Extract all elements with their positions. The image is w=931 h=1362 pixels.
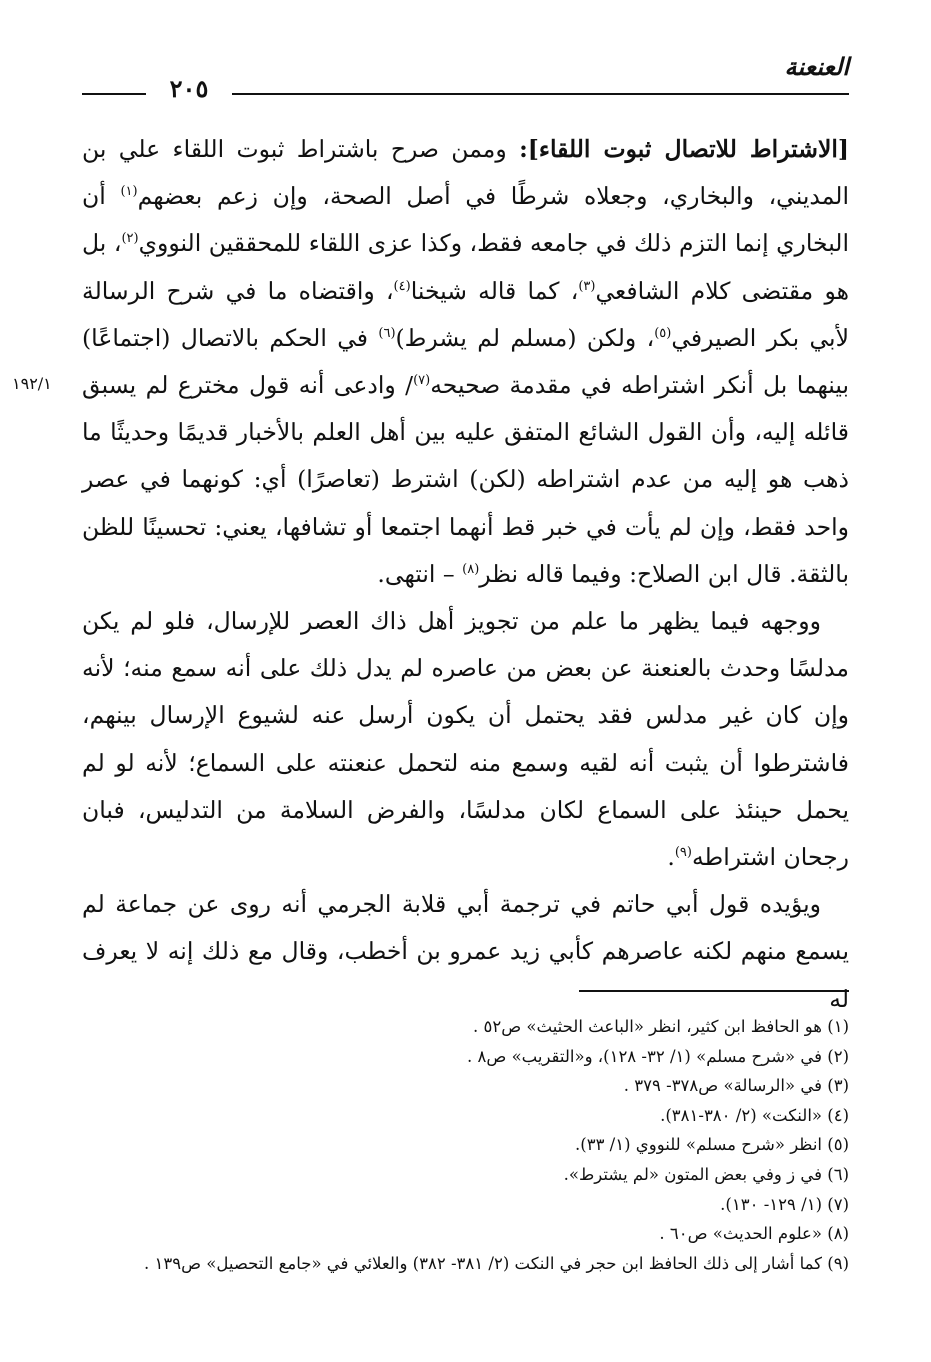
- text-run: في الحكم بالاتصال (اجتماعًا) بينهما بل أنكر اشتراطه في مقدمة صحيحه: [82, 323, 850, 400]
- header-rule: [232, 93, 849, 95]
- footnote: (٣) في «الرسالة» ص٣٧٨- ٣٧٩ .: [623, 1076, 849, 1096]
- text-run: أن البخاري إنما التزم ذلك في جامعه فقط، وكذا عزى اللقاء للمحققين النووي: [82, 182, 849, 258]
- footnote-ref[interactable]: (١): [120, 184, 138, 200]
- text-run: ووجهه فيما يظهر ما علم من تجويز أهل ذاك العصر للإرسال، فلو لم يكن مدلسًا وحدث بالعنعنة عن بعض من عاصره لم يدل ذلك على أنه سمع منه؛ لأنه وإن كان غير مدلس فقد يحتمل أن يكون أرسل عنه لشيوع الإرسال بينهم، فاشترطوا أن يثبت أنه لقيه وسمع منه لتحمل عنعنته على السماع؛ لأنه لو لم يحمل حينئذ على السماع لكان مدلسًا، والفرض السلامة من التدليس، فبان رجحان اشتراطه: [82, 607, 849, 872]
- footnote-ref[interactable]: (٦): [378, 325, 396, 341]
- main-text: [82, 126, 849, 1023]
- footnote: (٥) انظر «شرح مسلم» للنووي (١/ ٣٣).: [575, 1135, 849, 1155]
- footnote-ref[interactable]: (٢): [121, 231, 139, 247]
- footnote: (٦) في ز وفي بعض المتون «لم يشترط».: [563, 1164, 849, 1184]
- footnote: (٨) «علوم الحديث» ص٦٠ .: [659, 1224, 849, 1244]
- paragraph: [82, 126, 849, 598]
- running-header-title: العنعنة: [784, 52, 849, 81]
- paragraph: [82, 881, 849, 1023]
- margin-manuscript-ref: ١٩٢/١: [12, 374, 52, 393]
- text-run: ، واقتضاه ما في شرح الرسالة لأبي بكر الصيرفي: [82, 276, 849, 352]
- footnote-ref[interactable]: (٥): [654, 325, 672, 341]
- section-heading: [الاشتراط للاتصال ثبوت اللقاء]:: [519, 135, 849, 163]
- text-run: / وادعى أنه قول مخترع لم يسبق قائله إليه، وأن القول الشائع المتفق عليه بين أهل العلم بالأخبار قديمًا وحديثًا ما ذهب هو إليه من عدم اشتراطه (لكن) اشترط (تعاصرًا) أي: كونهما في عصر واحد فقط، وإن لم يأت في خبر قط أنهما اجتمعا أو تشافها، يعني: تحسينًا للظن بالثقة. قال ابن الصلاح: وفيما قاله نظر: [82, 371, 849, 588]
- page-number: ٢٠٥: [169, 74, 209, 103]
- footnote-ref[interactable]: (٤): [393, 278, 411, 294]
- footnote: (٢) في «شرح مسلم» (١/ ٣٢- ١٢٨)، و«التقريب» ص٨ .: [467, 1046, 849, 1066]
- text-run: – انتهى.: [377, 559, 463, 588]
- text-run: ، كما قاله شيخنا: [410, 276, 579, 305]
- header-rule-short: [82, 93, 146, 95]
- paragraph: [82, 598, 849, 881]
- text-run: ، بل هو مقتضى كلام الشافعي: [82, 229, 849, 305]
- footnote-ref[interactable]: (٧): [413, 373, 431, 389]
- footnotes: [82, 1012, 849, 1278]
- text-run: .: [667, 843, 675, 872]
- text-run: ، ولكن (مسلم لم يشرط): [395, 323, 655, 352]
- footnote-ref[interactable]: (٨): [462, 562, 480, 577]
- footnote: (٩) كما أشار إلى ذلك الحافظ ابن حجر في النكت (٢/ ٣٨١- ٣٨٢) والعلائي في «جامع التحصيل» ص١٣٩ .: [143, 1253, 849, 1273]
- footnote-ref[interactable]: (٩): [674, 845, 692, 861]
- footnote-ref[interactable]: (٣): [578, 278, 596, 294]
- footnote: (١) هو الحافظ ابن كثير، انظر «الباعث الحثيث» ص٥٢ .: [472, 1017, 849, 1036]
- footnote: (٧) (١/ ١٢٩- ١٣٠).: [720, 1194, 849, 1214]
- text-run: ويؤيده قول أبي حاتم في ترجمة أبي قلابة الجرمي أنه روى عن جماعة لم يسمع منهم لكنه عاصرهم كأبي زيد عمرو بن أخطب، وقال مع ذلك إنه لا يعرف له: [82, 890, 849, 1013]
- footnote: (٤) «النكت» (٢/ ٣٨٠-٣٨١).: [660, 1105, 849, 1125]
- text-run: وممن صرح باشتراط ثبوت اللقاء علي بن المديني، والبخاري، وجعلاه شرطًا في أصل الصحة، وإن زعم بعضهم: [82, 135, 849, 211]
- footnote-separator: [579, 990, 849, 992]
